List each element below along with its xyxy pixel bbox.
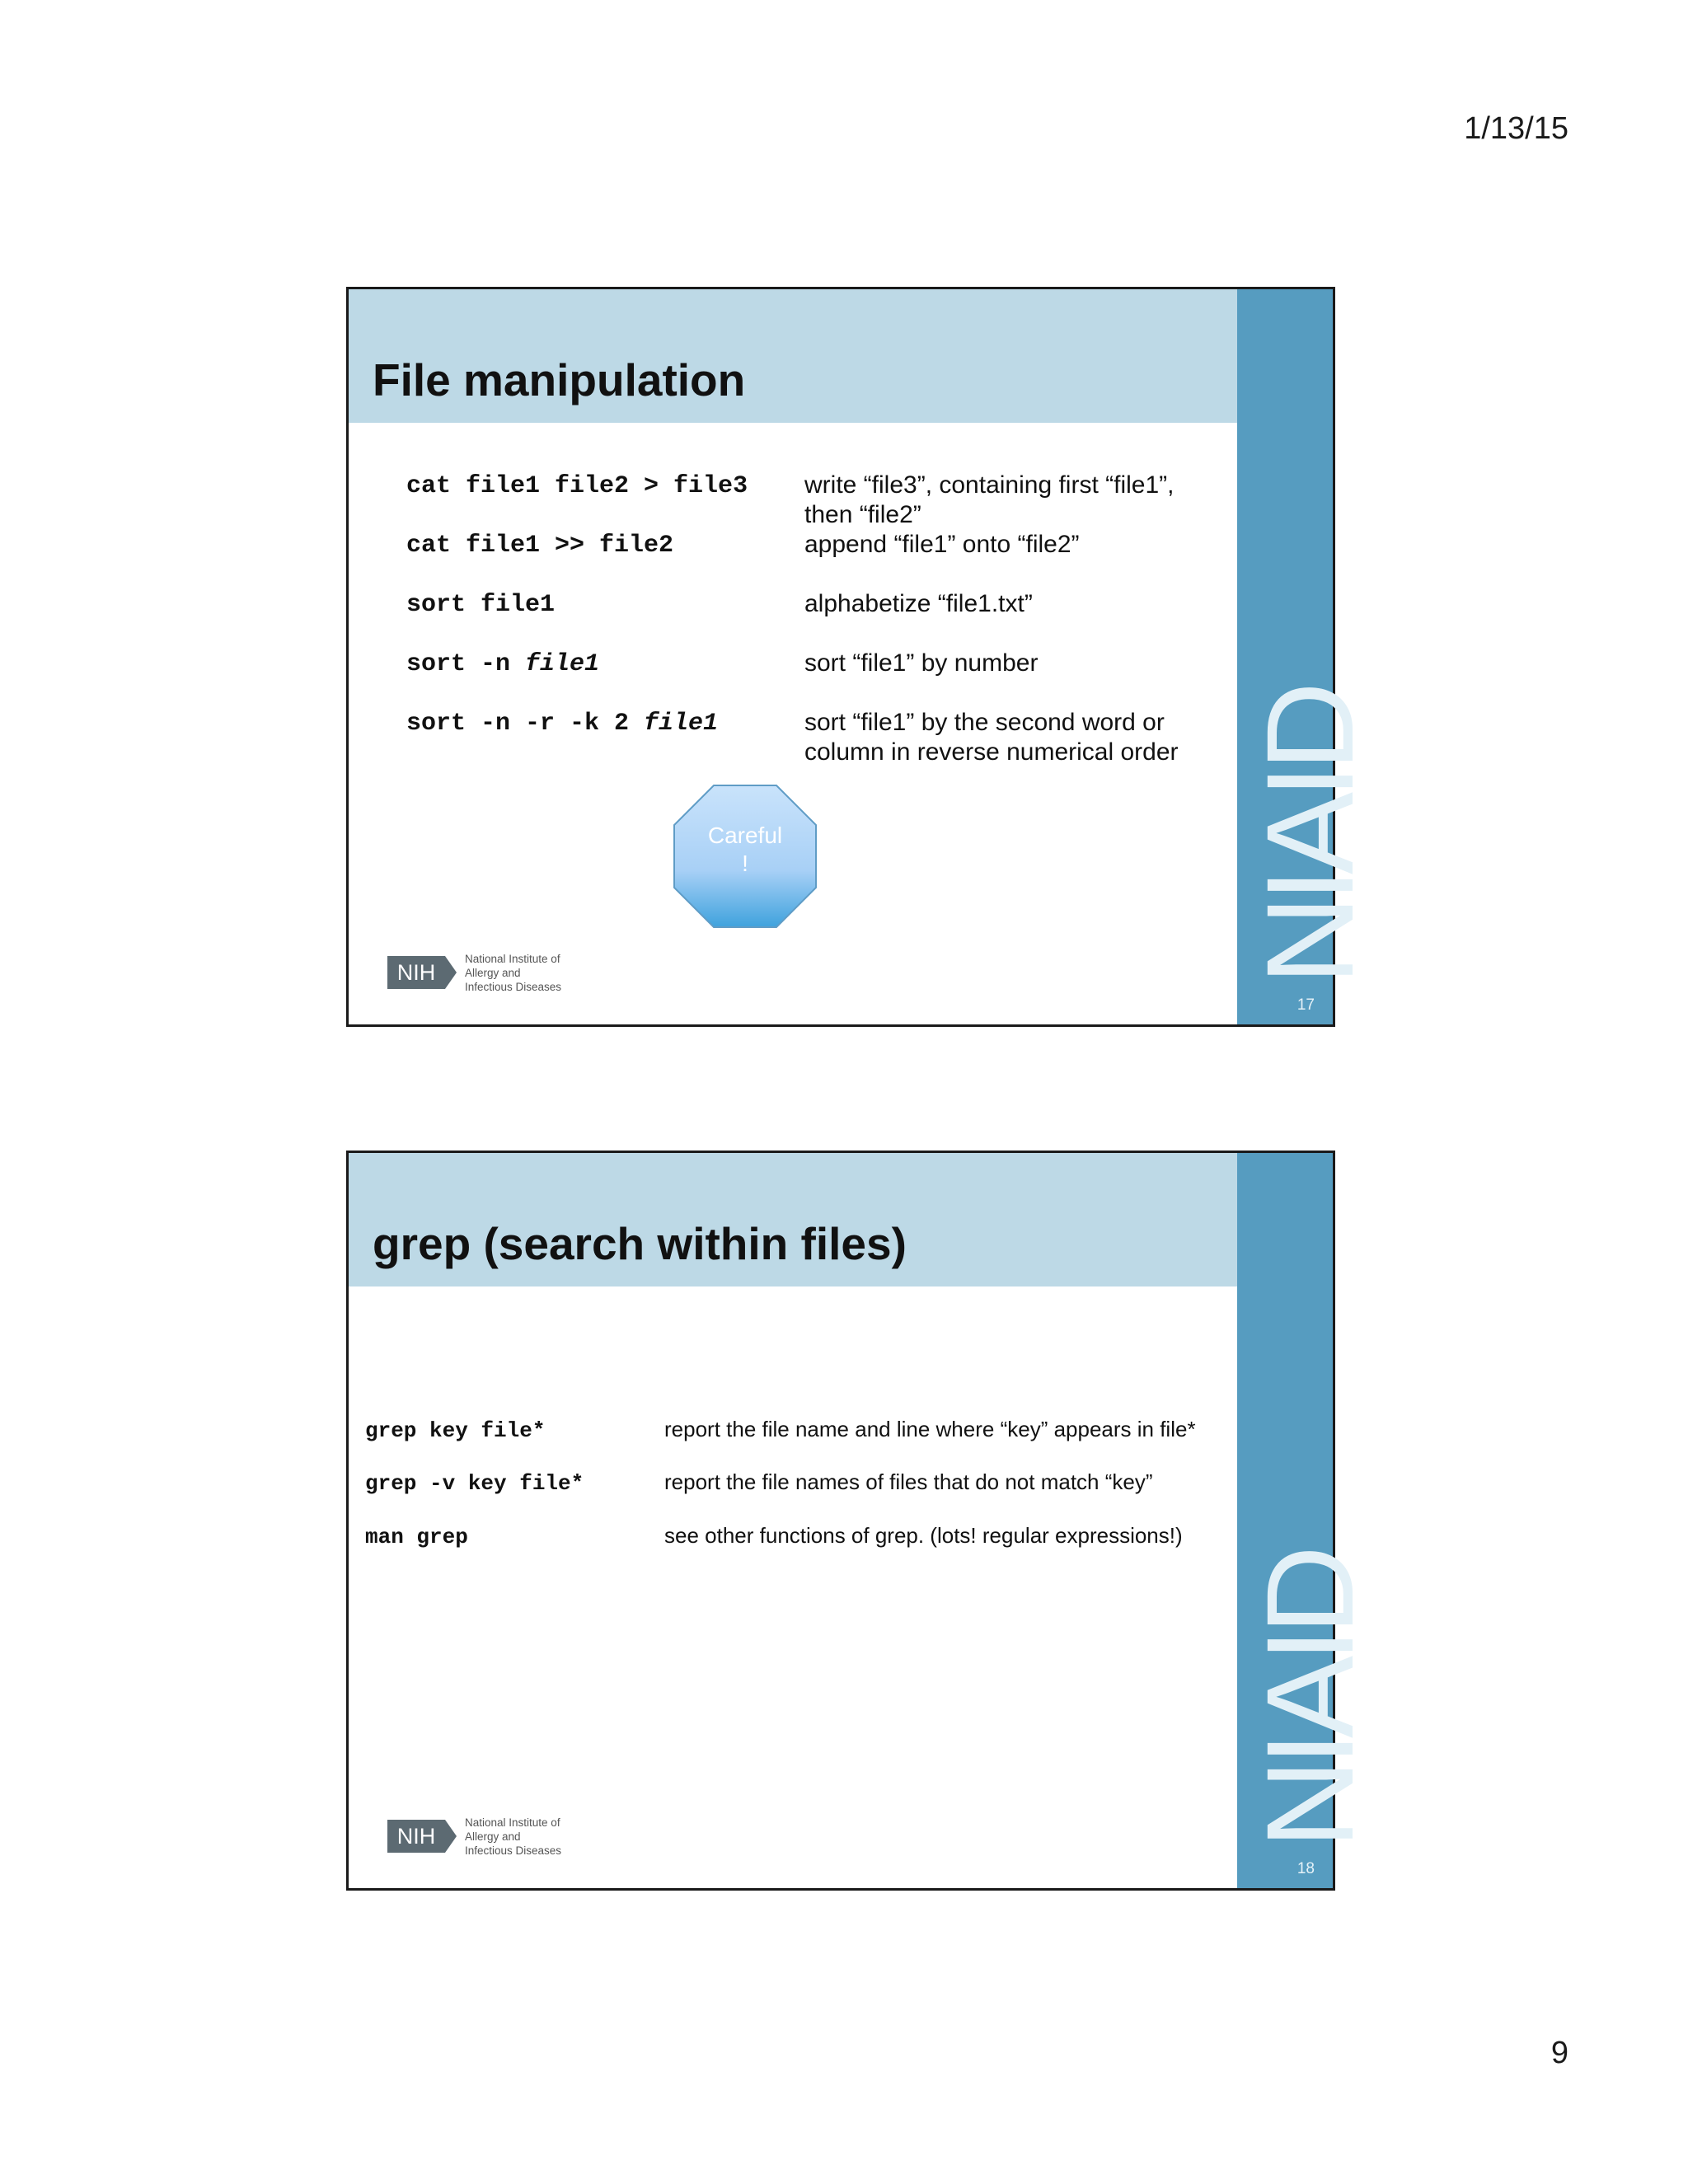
command-text: man grep xyxy=(365,1525,468,1549)
command-description: append “file1” onto “file2” xyxy=(804,531,1080,558)
command-text: sort file1 xyxy=(406,591,556,619)
slide-number: 18 xyxy=(1296,1860,1315,1877)
command-description: report the file names of files that do not match “key” xyxy=(664,1469,1153,1494)
page-date: 1/13/15 xyxy=(1464,111,1568,146)
command-text: sort -n file1 xyxy=(406,650,600,678)
command-text: cat file1 >> file2 xyxy=(406,532,674,560)
page-number: 9 xyxy=(1550,2036,1568,2070)
callout-label: ! xyxy=(742,851,748,876)
command-text: grep key file* xyxy=(365,1418,546,1443)
command-description: alphabetize “file1.txt” xyxy=(804,590,1033,617)
command-description: write “file3”, containing first “file1”, then “file2” xyxy=(804,471,1175,528)
brand-sidebar: NIAID 18 xyxy=(1237,1153,1333,1888)
command-description: report the file name and line where “key” appears in file* xyxy=(664,1417,1196,1441)
slide-number: 17 xyxy=(1296,996,1315,1014)
slide-grep: grep (search within files) NIAID 18 grep key file* report the file name and line where “key” appears in file* grep -v key file* report the file names of files that do not match “key” man grep see other functions of grep. (lots! regular expressions!) NIH National Institute of Allergy and Infectious Diseases xyxy=(346,1151,1335,1891)
command-text: cat file1 file2 > file3 xyxy=(406,472,748,500)
callout-label: Careful xyxy=(707,823,783,848)
brand-sidebar: NIAID 17 xyxy=(1237,289,1333,1024)
slide-file-manipulation: File manipulation NIAID 17 cat file1 file2 > file3 write “file3”, containing first “file1”, then “file2” cat file1 >> file2 append “file1” onto “file2” sort file1 alphabetize “file1.txt” sort -n file1 sort “file1” by number sort -n -r -k 2 file1 sort “file1” by the second word or column in reverse numerical order Careful ! NIH National Institute of Allergy and Infectious Diseases xyxy=(346,287,1335,1027)
slide-title: grep (search within files) xyxy=(373,1218,907,1269)
command-text: grep -v key file* xyxy=(365,1471,584,1496)
command-text: sort -n -r -k 2 file1 xyxy=(406,710,719,738)
command-description: sort “file1” by number xyxy=(804,649,1039,677)
command-description: sort “file1” by the second word or column in reverse numerical order xyxy=(804,709,1179,766)
slide-title: File manipulation xyxy=(373,354,746,405)
careful-stop-sign xyxy=(671,782,819,930)
command-description: see other functions of grep. (lots! regular expressions!) xyxy=(664,1523,1183,1548)
